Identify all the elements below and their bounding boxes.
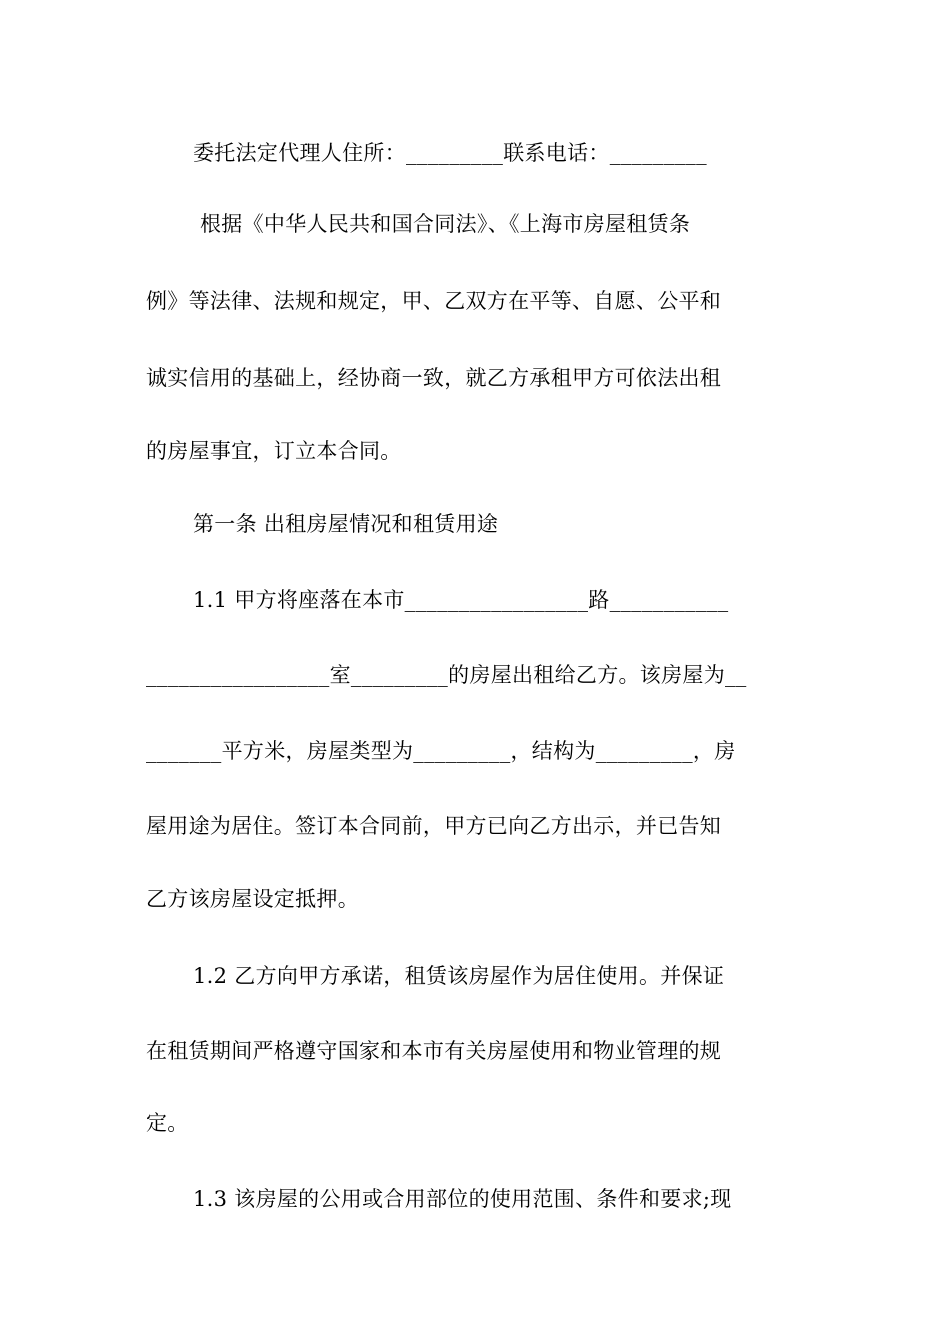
agent-address-phone-line: 委托法定代理人住所：_________联系电话：_________ — [193, 141, 707, 165]
clause-1-2-line-3: 定。 — [146, 1111, 189, 1135]
preamble-line-3: 诚实信用的基础上，经协商一致，就乙方承租甲方可依法出租 — [146, 366, 722, 390]
clause-1-1-line-2: _________________室_________的房屋出租给乙方。该房屋为__ — [146, 663, 747, 687]
clause-1-1-line-4: 屋用途为居住。签订本合同前，甲方已向乙方出示，并已告知 — [146, 814, 722, 838]
clause-1-1-line-3: _______平方米，房屋类型为_________，结构为_________，房 — [146, 739, 736, 763]
clause-1-1-line-5: 乙方该房屋设定抵押。 — [146, 887, 359, 911]
clause-1-1-line-1: 1.1 甲方将座落在本市_________________路___________ — [193, 588, 729, 612]
preamble-line-1: 根据《中华人民共和国合同法》、《上海市房屋租赁条 — [200, 212, 691, 236]
preamble-line-4: 的房屋事宜，订立本合同。 — [146, 439, 402, 463]
article-1-heading: 第一条 出租房屋情况和租赁用途 — [193, 512, 499, 536]
clause-1-3-line-1: 1.3 该房屋的公用或合用部位的使用范围、条件和要求;现 — [193, 1187, 732, 1211]
clause-1-2-line-2: 在租赁期间严格遵守国家和本市有关房屋使用和物业管理的规 — [146, 1039, 722, 1063]
clause-1-2-line-1: 1.2 乙方向甲方承诺，租赁该房屋作为居住使用。并保证 — [193, 964, 725, 988]
preamble-line-2: 例》等法律、法规和规定，甲、乙双方在平等、自愿、公平和 — [146, 289, 722, 313]
